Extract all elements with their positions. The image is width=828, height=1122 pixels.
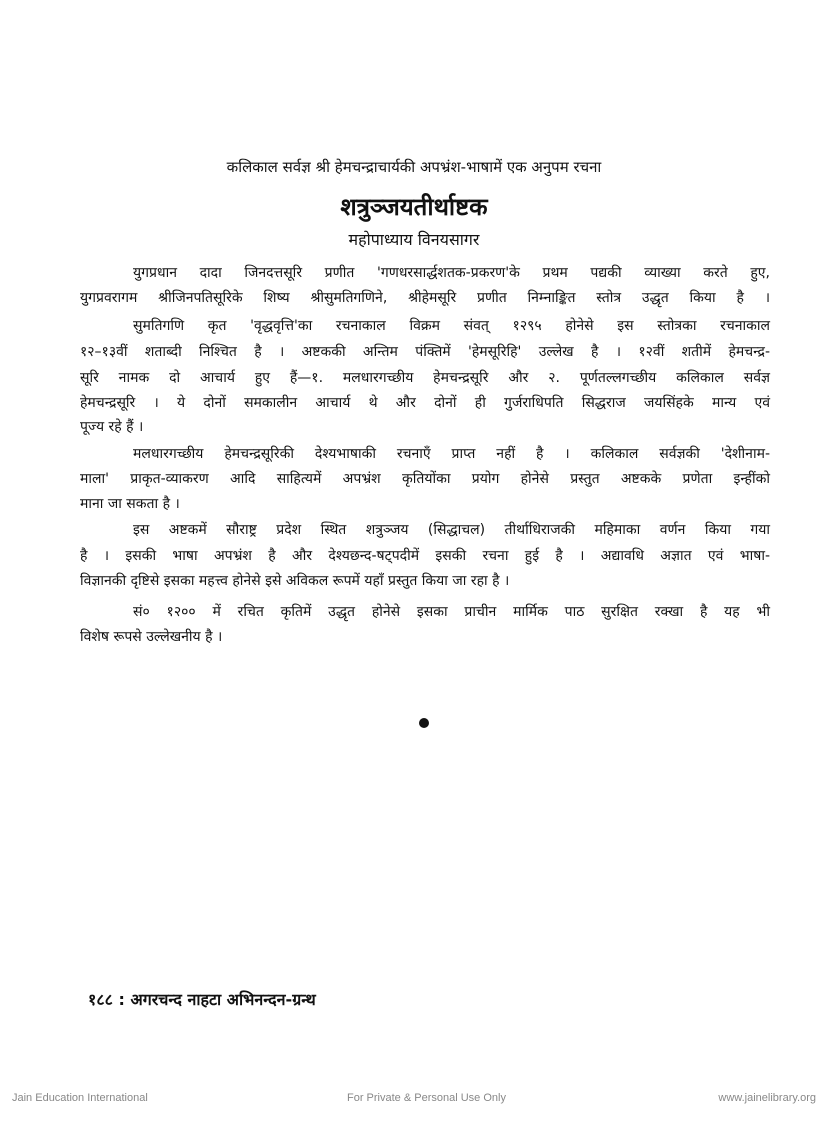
paragraph-line: सुमतिगणि कृत 'वृद्धवृत्ति'का रचनाकाल विक्रम संवत् १२९५ होनेसे इस स्तोत्रका रचनाकाल (133, 318, 770, 334)
paragraph-line: युगप्रवरागम श्रीजिनपतिसूरिके शिष्य श्रीसुमतिगणिने, श्रीहेमसूरि प्रणीत निम्नाङ्कित स्तोत्र उद्धृत किया है । (80, 290, 770, 306)
paragraph-line: हेमचन्द्रसूरि । ये दोनों समकालीन आचार्य थे और दोनों ही गुर्जराधिपति सिद्धराज जयसिंहके मान्य एवं (80, 395, 770, 411)
paragraph-line: मलधारगच्छीय हेमचन्द्रसूरिकी देश्यभाषाकी रचनाएँ प्राप्त नहीं है । कलिकाल सर्वज्ञकी 'देशीनाम- (133, 446, 770, 462)
author: महोपाध्याय विनयसागर (348, 230, 480, 249)
subtitle: कलिकाल सर्वज्ञ श्री हेमचन्द्राचार्यकी अपभ्रंश-भाषामें एक अनुपम रचना (226, 158, 602, 176)
footer-left: Jain Education International (12, 1092, 148, 1104)
paragraph-line: पूज्य रहे हैं । (80, 419, 144, 435)
paragraph-line: माला' प्राकृत-व्याकरण आदि साहित्यमें अपभ्रंश कृतियोंका प्रयोग होनेसे प्रस्तुत अष्टकके प्रणेता इन्हींको (80, 471, 770, 487)
paragraph-line: विशेष रूपसे उल्लेखनीय है । (80, 629, 223, 645)
paragraph-line: इस अष्टकमें सौराष्ट्र प्रदेश स्थित शत्रुञ्जय (सिद्धाचल) तीर्थाधिराजकी महिमाका वर्णन किया गया (133, 522, 770, 538)
footer-right-link[interactable]: www.jainelibrary.org (718, 1092, 816, 1104)
paragraph-line: सूरि नामक दो आचार्य हुए हैं—१. मलधारगच्छीय हेमचन्द्रसूरि और २. पूर्णतल्लगच्छीय कलिकाल सर्वज्ञ (80, 370, 770, 386)
section-bullet-icon (419, 718, 429, 728)
footer-center: For Private & Personal Use Only (347, 1092, 506, 1104)
paragraph-line: युगप्रधान दादा जिनदत्तसूरि प्रणीत 'गणधरसार्द्धशतक-प्रकरण'के प्रथम पद्यकी व्याख्या करते हुए, (133, 265, 770, 281)
paragraph-line: है । इसकी भाषा अपभ्रंश है और देश्यछन्द-षट्पदीमें इसकी रचना हुई है । अद्यावधि अज्ञात एवं भाषा- (80, 548, 770, 564)
paragraph-line: माना जा सकता है । (80, 496, 180, 512)
page-folio: १८८ : अगरचन्द नाहटा अभिनन्दन-ग्रन्थ (88, 990, 316, 1009)
paragraph-line: विज्ञानकी दृष्टिसे इसका महत्त्व होनेसे इसे अविकल रूपमें यहाँ प्रस्तुत किया जा रहा है । (80, 573, 510, 589)
page-title: शत्रुञ्जयतीर्थाष्टक (340, 193, 488, 221)
paragraph-line: सं० १२०० में रचित कृतिमें उद्धृत होनेसे इसका प्राचीन मार्मिक पाठ सुरक्षित रक्खा है यह भी (133, 604, 770, 620)
paragraph-line: १२–१३वीं शताब्दी निश्चित है । अष्टककी अन्तिम पंक्तिमें 'हेमसूरिहि' उल्लेख है । १२वीं शतीमें हेमचन्द्र- (80, 344, 770, 360)
